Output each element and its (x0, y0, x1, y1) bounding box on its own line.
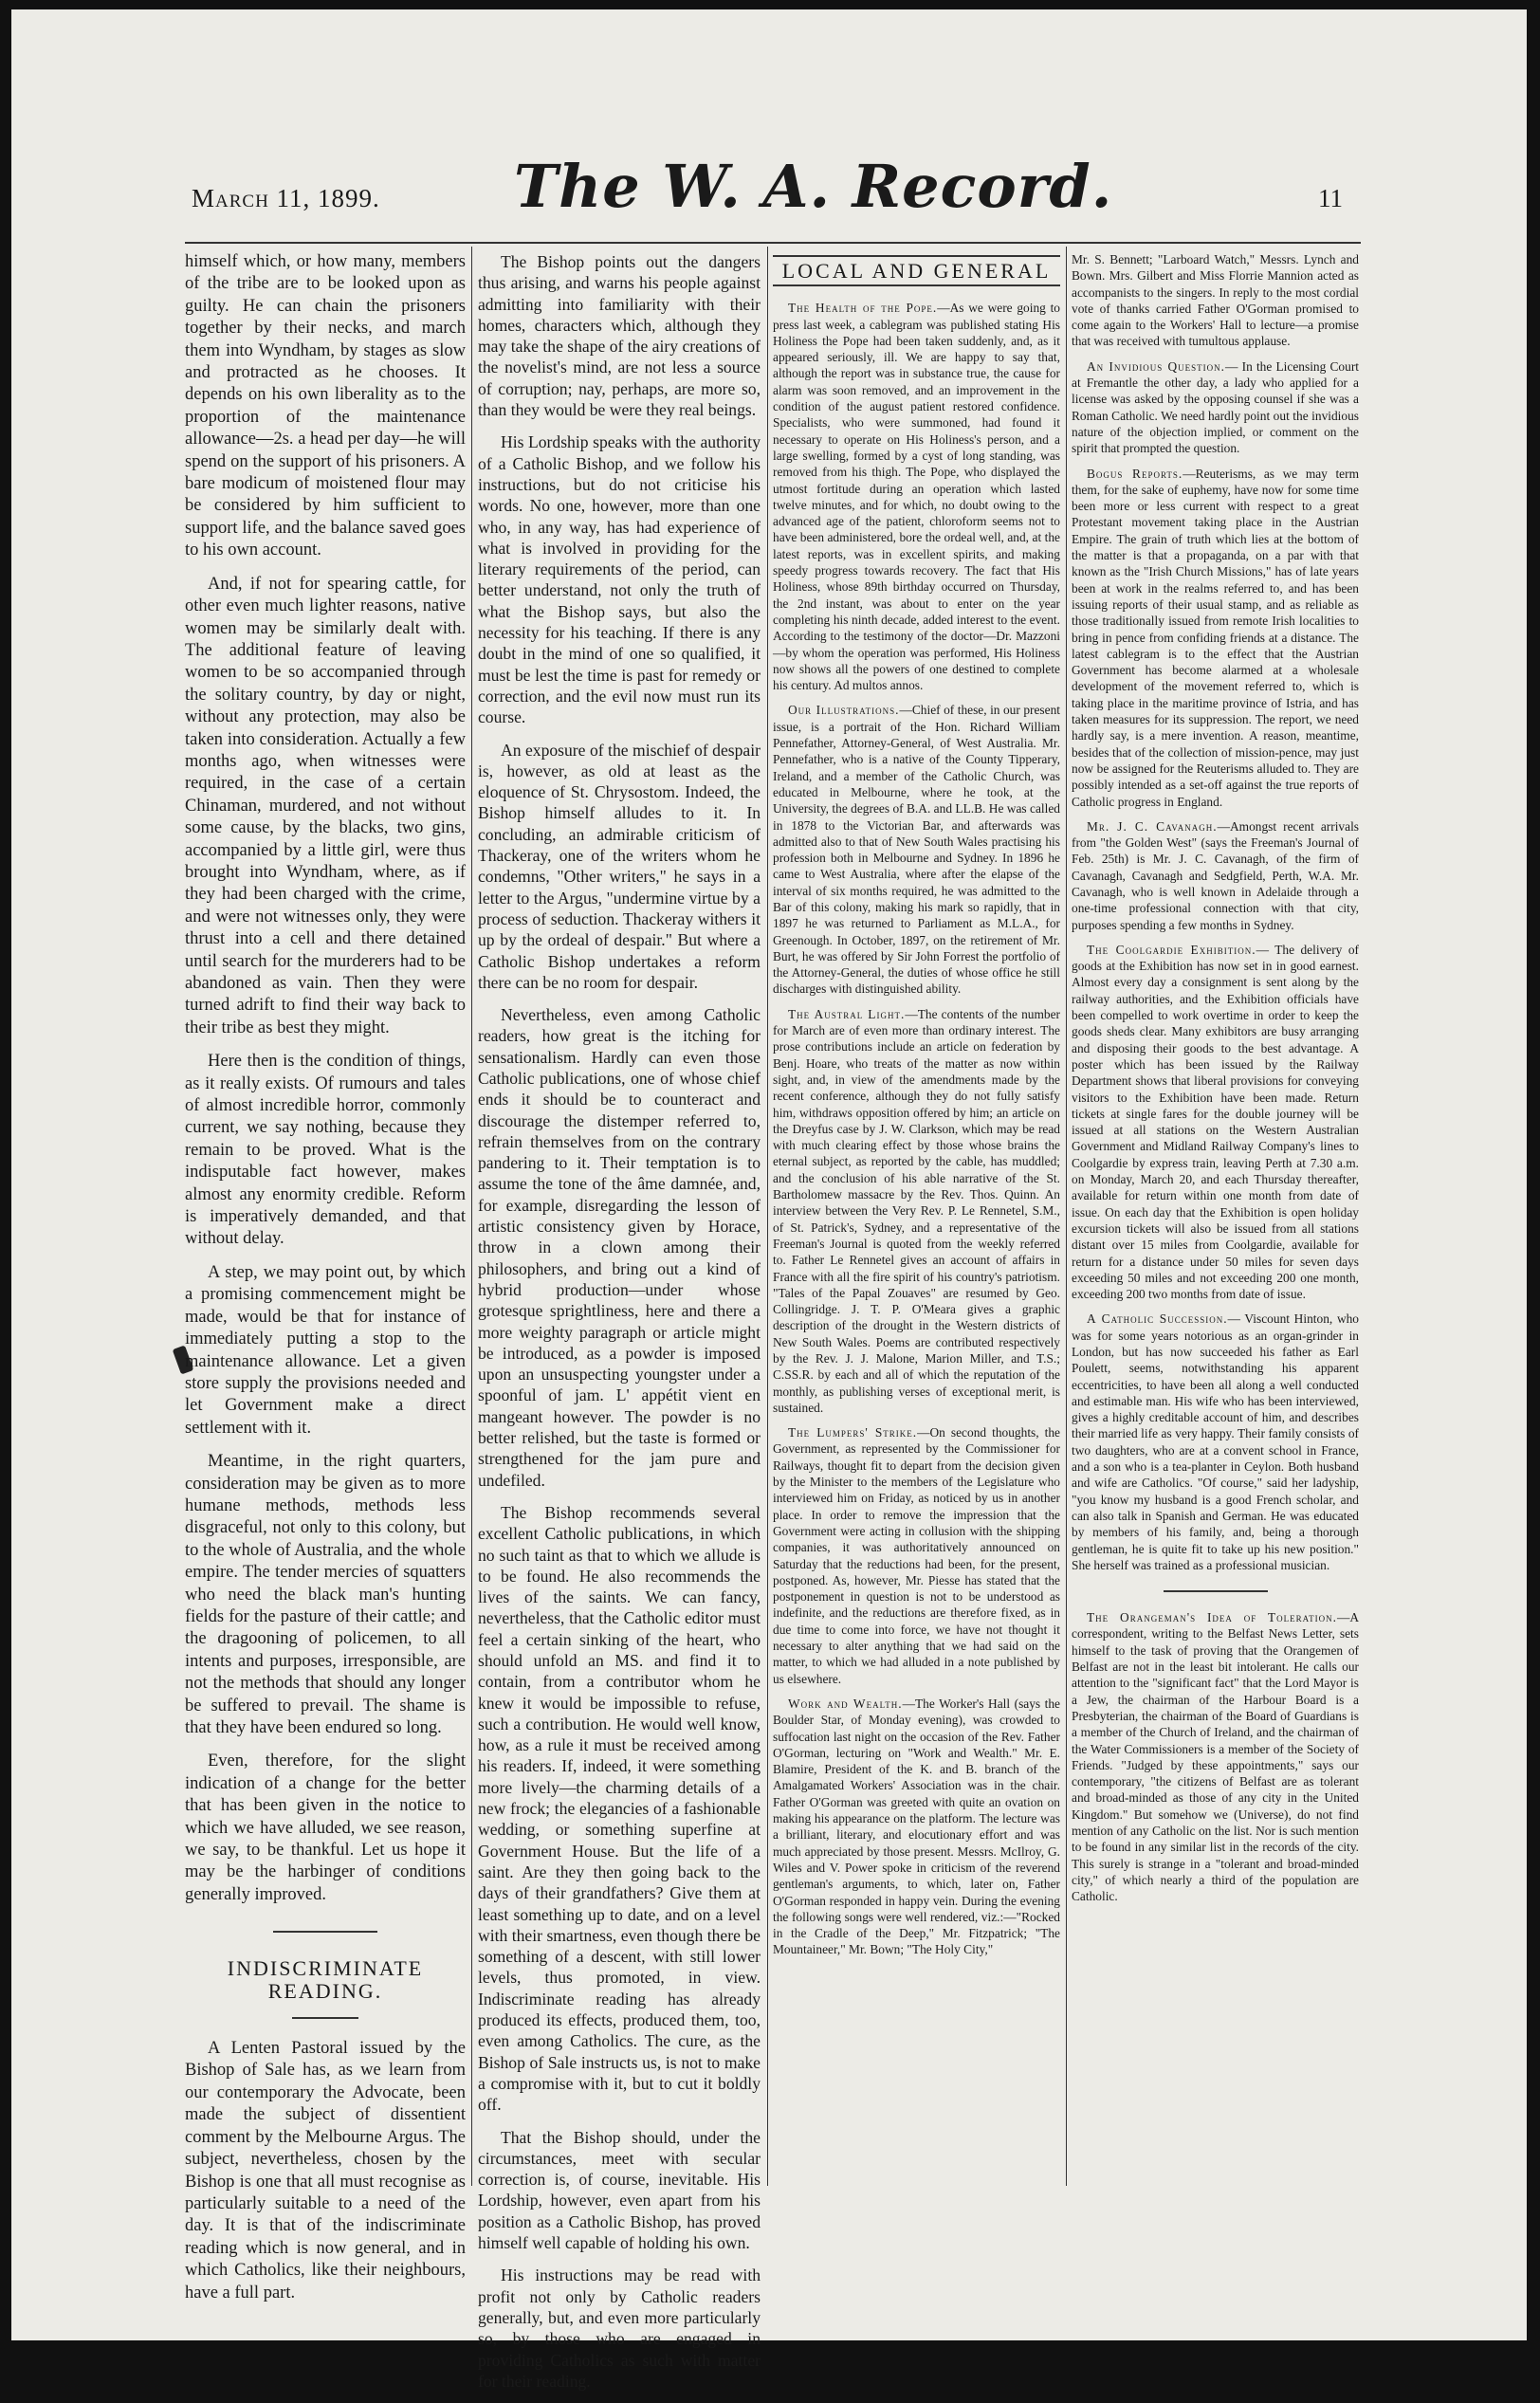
news-item-text: —A correspondent, writing to the Belfast News Letter, sets himself to the task of proving that the Orangemen of Belfast are not in the least bit intolerant. He calls our attention to the "significant fact" that the Lord Mayor is a Jew, the chairman of the Harbour Board is a Presbyterian, the chairman of the Board of Guardians is a member of the Church of Ireland, and the chairman of the Water Commissioners is a member of the Society of Friends. "Judged by these appointments," says our contemporary, "the citizens of Belfast are as tolerant and broad-minded as those of any city in the United Kingdom." But somehow we (Universe), do not find mention of any Catholic on the list. Nor is such mention to be found in any similar list in the records of the city. This surely is strange in a "tolerant and broad-minded city," of which nearly a third of the population are Catholic. (1072, 1610, 1359, 1904)
article-paragraph: Even, therefore, for the slight indication of a change for the better that has been given in the notice to which we have alluded, we see reason, we say, to be thankful. Let us hope it may be the harbinger of conditions generally improved. (185, 1752, 466, 1904)
column-1 (185, 251, 466, 2316)
news-item (1072, 251, 1359, 350)
news-item-head: The Austral Light. (788, 1006, 906, 1021)
column-rule-1 (471, 247, 472, 2186)
article-paragraph: And, if not for spearing cattle, for other even much lighter reasons, native women may be similarly dealt with. The additional feature of leaving women to be so accompanied through the solitary country, by day or night, without any protection, may also be taken into consideration. Actually a few months ago, when witnesses were required, in the case of a certain Chinaman, murdered, and not without some cause, by the blacks, two gins, accompanied by a little girl, were thus brought into Wyndham, where, as if they had been charged with the crime, and were not witnesses only, they were thrust into a cell and there detained until search for the murderers had to be abandoned as vain. Then they were turned adrift to find their way back to their tribe as best they might. (185, 574, 466, 1037)
article-paragraph: Meantime, in the right quarters, consideration may be given as to more humane methods, methods less disgraceful, not only to this colony, but to the whole of Australia, and the whole empire. The tender mercies of squatters who need the black man's hunting fields for the pasture of their cattle; and the dragooning of policemen, to all intents and purposes, irresponsible, are not the methods that should any longer be suffered to prevail. The shame is that they have been endured so long. (185, 1452, 466, 1737)
news-item-text: —The contents of the number for March are of even more than ordinary interest. The prose contributions include an article on federation by Benj. Hoare, who treats of the matter as now within sight, and, in view of the amendments made by the recent conference, although they do not fully satisfy him, withdraws opposition offered by him; an article on the Dreyfus case by J. W. Clarkson, which may be read with much clearing effect by those whose brains the eternal subject, as reported by the cable, has muddled; and the conclusion of his able narrative of the St. Bartholomew massacre by the Rev. Thos. Quinn. An interview between the Very Rev. P. Le Rennetel, S.M., of St. Patrick's, Sydney, and a representative of the Freeman's Journal is quoted from the weekly referred to. Father Le Rennetel gives an account of affairs in France with all the fire spirit of his country's patriotism. "Tales of the Papal Zouaves" are resumed by Geo. Collingridge. J. T. P. O'Meara gives a graphic description of the drought in the Western districts of New South Wales. Poems are contributed respectively by the Rev. J. J. Malone, Marion Miller, and T.S.; C.SS.R. by each and all of which the reputation of the monthly, as publishing verses of exceptional merit, is sustained. (773, 1006, 1060, 1415)
article-paragraph: Here then is the condition of things, as it really exists. Of rumours and tales of almost incredible horror, commonly current, we say nothing, because they remain to be proved. What is the indisputable fact however, makes almost any enormity credible. Reform is imperatively demanded, and that without delay. (185, 1052, 466, 1249)
news-item-head: Our Illustrations. (788, 703, 900, 718)
news-item-text: —On second thoughts, the Government, as represented by the Commissioner for Railways, thought fit to depart from the decision given by the Minister to the members of the Legislature who interviewed him on Friday, as noticed by us in another place. In order to remove the impression that the Government were acting in collusion with the shipping companies, it was authoritatively announced on Saturday that the reductions had been, for the present, postponed. As, however, Mr. Piesse has stated that the postponement in question is not to be understood as indefinite, and the reductions are therefore fixed, as in due time to come into force, we have not thought it necessary to alter anything that we had said on the matter, to which we had alluded in a note published by us elsewhere. (773, 1425, 1060, 1686)
news-item-head: The Orangeman's Idea of Toleration. (1087, 1610, 1337, 1625)
section-divider (273, 1931, 377, 1933)
news-item-head: Bogus Reports. (1087, 466, 1183, 481)
article-paragraph: An exposure of the mischief of despair is, however, as old at least as the eloquence of St. Chrysostom. Indeed, the Bishop himself alludes to it. In concluding, an admirable criticism of Thackeray, one of the writers whom he condemns, "Other writers," he says in a letter to the Argus, "undermine virtue by a process of seduction. Thackeray withers it up by the ordeal of despair." But where a Catholic Bishop undertakes a reform there can be no room for despair. (478, 740, 761, 992)
news-item (1072, 358, 1359, 457)
newspaper-title: The W. A. Record. (514, 152, 1113, 221)
news-item (1072, 942, 1359, 1303)
news-item (773, 702, 1060, 997)
news-item (773, 1696, 1060, 1958)
article-paragraph: A Lenten Pastoral issued by the Bishop of Sale has, as we learn from our contemporary the Advocate, been made the subject of dissentient comment by the Melbourne Argus. The subject, nevertheless, chosen by the Bishop is one that all must recognise as particularly suitable to a need of the day. It is that of the indiscriminate reading which is now general, and in which Catholics, like their neighbours, have a full part. (185, 2039, 466, 2302)
article-paragraph: himself which, or how many, members of the tribe are to be looked upon as guilty. He can chain the prisoners together by their necks, and march them into Wyndham, by stages as slow and protracted as he chooses. It depends on his own liberality as to the proportion of the maintenance allowance—2s. a head per day—he will spend on the support of his prisoners. A bare modicum of moistened flour may be considered by him sufficient to support life, and the balance saved goes to his own account. (185, 252, 466, 560)
article-paragraph: The Bishop points out the dangers thus arising, and warns his people against admitting into familiarity with their homes, characters which, although they may take the shape of the airy creations of the novelist's mind, are not less a source of corruption; nay, perhaps, are more so, than they would be were they real beings. (478, 252, 761, 420)
news-item-head: Mr. J. C. Cavanagh. (1087, 818, 1218, 834)
column-rule-3 (1066, 247, 1067, 2186)
news-item (1072, 1311, 1359, 1573)
news-item-text: —As we were going to press last week, a cablegram was published stating His Holiness the Pope had been taken suddenly, and, as it appeared seriously, ill. We are happy to say that, although the report was in substance true, the cause for alarm was soon removed, and an improvement in the condition of the august patient restored confidence. Specialists, who were summoned, had found it necessary to operate on His Holiness's person, and a large swelling, formed by a cyst of long standing, was removed from his thigh. The Pope, who displayed the utmost fortitude during an operation which lasted twelve minutes, and for which, no doubt owing to the advanced age of the patient, chloroform seems not to have been administered, bore the ordeal well, and, at the latest reports, was in excellent spirits, and making speedy progress towards recovery. The fact that His Holiness, whose 89th birthday occurred on Thursday, the 2nd instant, was about to enter on the year completing his ninth decade, added interest to the event. According to the testimony of the doctor—Dr. Mazzoni—by whom the operation was performed, His Holiness now shows all the powers of one destined to complete his century. Ad multos annos. (773, 301, 1060, 693)
news-item-text: —Amongst recent arrivals from "the Golden West" (says the Freeman's Journal of Feb. 25th) is Mr. J. C. Cavanagh, of the firm of Cavanagh, Cavanagh and Sedgfield, Perth, W.A. Mr. Cavanagh, who is well known in Adelaide through a one-time professional connection with that city, purposes spending a few months in Sydney. (1072, 818, 1359, 932)
newspaper-page (11, 9, 1527, 2391)
news-item (773, 1006, 1060, 1416)
column-3 (773, 251, 1060, 1967)
news-item-head: Work and Wealth. (788, 1696, 903, 1711)
article-paragraph: A step, we may point out, by which a promising commencement might be made, would be that for instance of immediately putting a stop to the maintenance allowance. Let a given store supply the provisions needed and let Government make a direct settlement with it. (185, 1262, 466, 1438)
page-number: 11 (1318, 184, 1343, 212)
news-item (1072, 466, 1359, 810)
news-item-text: — In the Licensing Court at Fremantle the other day, a lady who applied for a license was asked by the opposing counsel if she was a Roman Catholic. We need hardly point out the invidious nature of the objection implied, or comment on the spirit that prompted the question. (1072, 358, 1359, 456)
news-item-head: The Lumpers' Strike. (788, 1425, 918, 1440)
news-item (1072, 818, 1359, 933)
column-rule-2 (767, 247, 768, 2186)
news-item-text: —The Worker's Hall (says the Boulder Star, of Monday evening), was crowded to suffocation last night on the occasion of the Rev. Father O'Gorman, lecturing on "Work and Wealth." Mr. E. Blamire, President of the K. and B. branch of the Amalgamated Workers' Association was in the chair. Father O'Gorman was greeted with quite an ovation on making his appearance on the platform. The lecture was a brilliant, literary, and elocutionary effort and was much appreciated by those present. Messrs. McIlroy, G. Wiles and V. Power spoke in criticism of the reverend gentleman's arguments, to which, later on, Father O'Gorman responded in happy vein. During the evening the following songs were well rendered, viz.:—"Rocked in the Cradle of the Deep," Mr. Fitzpatrick; "The Mountaineer," Mr. Bown; "The Holy City," (773, 1696, 1061, 1957)
news-item-head: The Coolgardie Exhibition. (1087, 942, 1256, 957)
news-item-head: An Invidious Question. (1087, 358, 1226, 374)
masthead-rule (185, 242, 1361, 244)
news-item (773, 1424, 1060, 1687)
section-divider (1164, 1590, 1268, 1592)
column-4 (1072, 251, 1359, 1914)
news-item-text: — The delivery of goods at the Exhibition has now set in in good earnest. Almost every day a consignment is sent along by the railway authorities, and the Exhibition officials have been compelled to work overtime in order to keep the goods sheds clear. Many exhibitors are busy arranging and disposing their goods to the best advantage. A poster which has been issued by the Railway Department shows that liberal provisions for conveying visitors to the Exhibition have been made. Return tickets at single fares for the double journey will be issued at all stations on the Western Australian Government and Midland Railway Company's lines to Coolgardie by express train, leaving Perth at 7.30 a.m. on Monday, March 20, and each Thursday thereafter, available for return within one month from date of issue. On each day that the Exhibition is open holiday excursion tickets will also be issued from all stations distant over 15 miles from Coolgardie, available for return for a distance under 50 miles for seven days exceeding 50 miles and not exceeding 200 one month, exceeding 200 two months from date of issue. (1072, 942, 1359, 1302)
article-paragraph: His Lordship speaks with the authority of a Catholic Bishop, and we follow his instructions, but do not criticise his words. No one, however, more than one who, in any way, has had experience of what is involved in providing for the literary requirements of the period, can better understand, not only the truth of what the Bishop says, but also the necessity for his teaching. If there is any doubt in the mind of one so qualified, it must be lest the time is past for remedy or correction, and the evil now must run its course. (478, 432, 761, 727)
news-item-text: Mr. S. Bennett; "Larboard Watch," Messrs. Lynch and Bown. Mrs. Gilbert and Miss Florrie Mannion acted as accompanists to the singers. In reply to the most cordial vote of thanks carried Father O'Gorman promised to come again to the Workers' Hall to lecture—a promise that was received with tumultous applause. (1072, 252, 1359, 349)
news-item-text: — Viscount Hinton, who was for some years notorious as an organ-grinder in London, but has now succeeded his father as Earl Poulett, seems, notwithstanding his apparent eccentricities, to have been all along a well conducted and estimable man. His wife who has been interviewed, gives a highly creditable account of him, and describes their married life as very happy. Their family consists of two daughters, who are at a convent school in France, and a son who is a tea-planter in Ceylon. Both husband and wife are Catholics. "Of course," said her ladyship, "you know my husband is a good French scholar, and can also talk in Spanish and German. He was educated by members of his family, and, being a thorough gentleman, he is quite fit to take up his new position." She herself was trained as a professional musician. (1072, 1312, 1359, 1572)
news-item-head: The Health of the Pope. (788, 301, 938, 316)
news-item (1072, 1609, 1359, 1904)
section-divider (292, 2017, 358, 2019)
masthead (11, 9, 1527, 247)
column-2 (478, 251, 761, 2403)
article-paragraph: Nevertheless, even among Catholic readers, how great is the itching for sensationalism. Hardly can even those Catholic publications, one of whose chief ends it should be to counteract and discourage the distemper referred to, refrain themselves from on the contrary pandering to it. Their temptation is to assume the tone of the âme damnée, and, for example, disregarding the lesson of artistic consistency given by Horace, throw in a clown among their philosophers, and bring out a kind of hybrid production—under whose grotesque sprightliness, here and there a more weighty paragraph or article might be introduced, as a powder is imposed upon an unsuspecting youngster under a spoonful of jam. L' appétit vient en mangeant however. The powder is no better relished, but the taste is formed or strengthened for the jam pure and undefiled. (478, 1005, 761, 1490)
news-item-text: —Reuterisms, as we may term them, for the sake of euphemy, have now for some time been more or less current with respect to a great Protestant movement taking place in the Austrian Empire. The grain of truth which lies at the bottom of the matter is that a propaganda, on a par with that known as the "Irish Church Missions," has of late years been at work in the realms referred to, and has been issuing reports of their usual stamp, and as reliable as those traditionally issued from remote Irish localities to bring in pence from confiding friends at a distance. The latest cablegram is to the effect that the Austrian Government has become alarmed at a wholesale development of the movement referred to, which is taking place in the maritime province of Istria, and has taken measures for its suppression. The report, we need hardly say, is a mere invention. A reason, meantime, besides that of the collection of mission-pence, may just now be assigned for the Reuterisms alluded to. They are possibly intended as a set-off against the true reports of Catholic progress in England. (1072, 466, 1359, 809)
section-heading: INDISCRIMINATE READING. (227, 1956, 424, 2003)
article-paragraph: The Bishop recommends several excellent Catholic publications, in which no such taint as that to which we allude is to be found. He also recommends the lives of the saints. We can fancy, nevertheless, that the Catholic editor must feel a certain sinking of the heart, who should unfold an MS. and find it to contain, from a contributor whom he knew it would be impossible to refuse, such a contribution. He would well know, how, as a rule it must be received among his readers. If, indeed, it were something more lively—the charming details of a new frock; the elegancies of a fashionable wedding, or something superfine at Government House. But the life of a saint. Are they then going back to the days of their grandfathers? Give them at least something up to date, and on a level with their smartness, even though there be something of a descent, with still lower levels, thus promoted, in view. Indiscriminate reading has already produced its effects, produced them, too, even among Catholics. The cure, as the Bishop of Sale instructs us, is not to make a compromise with it, but to cut it boldly off. (478, 1502, 761, 2115)
news-item-text: —Chief of these, in our present issue, is a portrait of the Hon. Richard William Pennefather, Attorney-General, of West Australia. Mr. Pennefather, who is a native of the County Tipperary, Ireland, and a member of the Catholic Church, was educated in Melbourne, where he took, at the University, the degrees of B.A. and LL.B. He was called in 1878 to the Victorian Bar, and afterwards was admitted also to that of New South Wales practising his profession both in Melbourne and Sydney. In 1896 he came to West Australia, where after the elapse of the interval of six months required, he was admitted to the Bar of this colony, making his mark so rapidly, that in 1897 he was returned to Parliament as M.L.A., for Greenough. In October, 1897, on the retirement of Mr. Burt, he was offered by Sir John Forrest the portfolio of the Attorney-General, the duties of whose office he still discharges with distinguished ability. (773, 703, 1060, 997)
article-paragraph: That the Bishop should, under the circumstances, meet with secular correction is, of course, inevitable. His Lordship, however, even apart from his position as a Catholic Bishop, has proved himself well capable of holding his own. (478, 2127, 761, 2253)
news-item-head: A Catholic Succession. (1087, 1312, 1228, 1327)
issue-date: March 11, 1899. (192, 184, 380, 212)
local-general-heading: LOCAL AND GENERAL (773, 255, 1060, 286)
article-paragraph: His instructions may be read with profit not only by Catholic readers generally, but, and even more particularly so, by those who are engaged in providing Catholics as such with matter for their reading. (478, 2265, 761, 2391)
news-item (773, 300, 1060, 693)
